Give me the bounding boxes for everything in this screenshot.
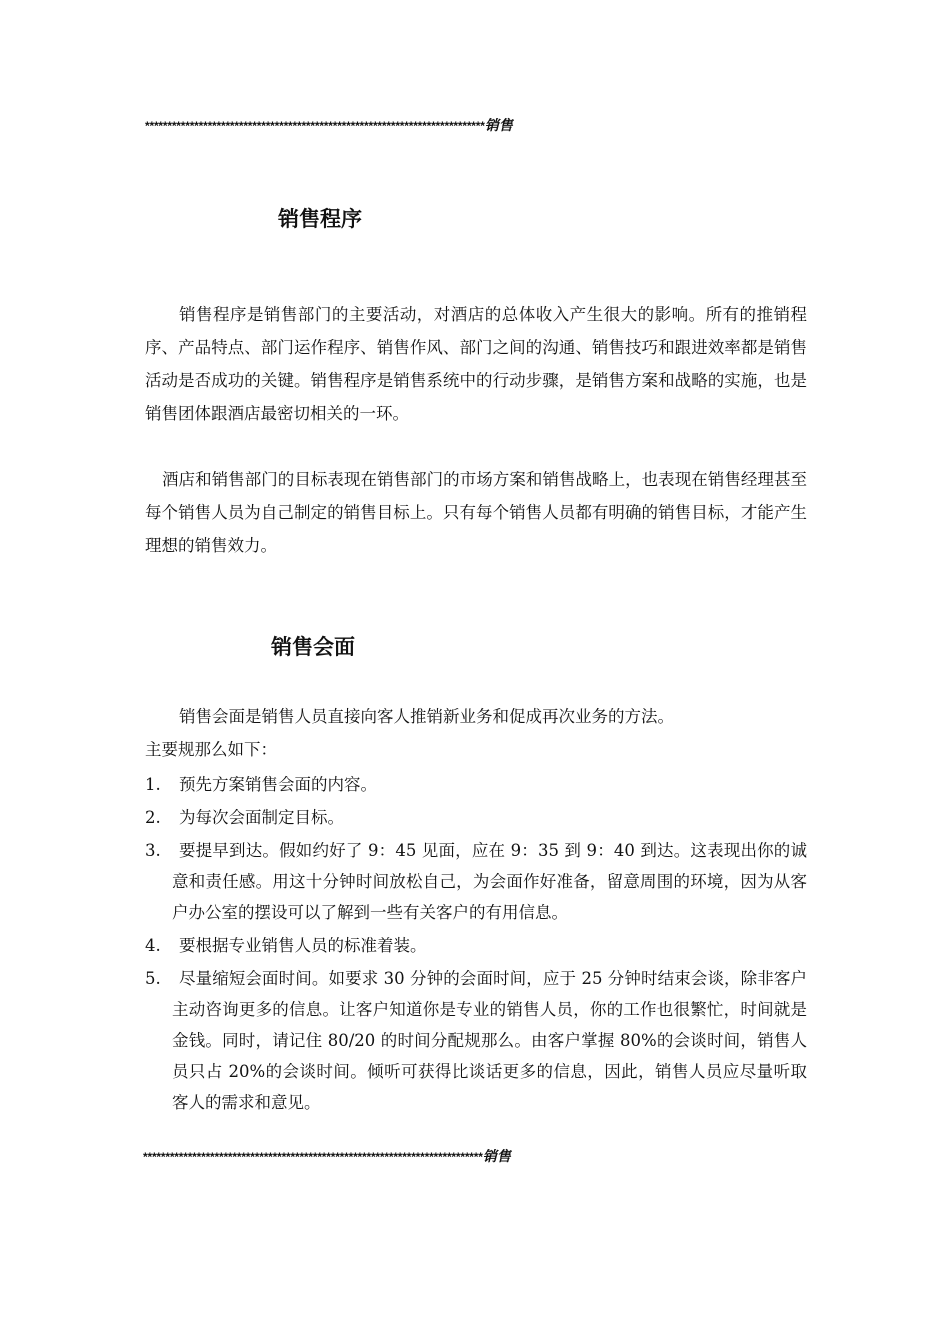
list-item-text: 要根据专业销售人员的标准着装。 — [179, 936, 427, 955]
list-item-number: 2. — [145, 808, 161, 827]
section-title-sales-procedure: 销售程序 — [278, 207, 362, 231]
list-item — [145, 769, 807, 800]
rules-list — [145, 769, 807, 1120]
footer-tag: 销售 — [482, 1148, 511, 1164]
paragraph-sales-meeting-intro: 销售会面是销售人员直接向客人推销新业务和促成再次业务的方法。 — [179, 707, 674, 726]
footer-rule — [143, 1148, 793, 1165]
paragraph-sales-procedure-intro: 销售程序是销售部门的主要活动，对酒店的总体收入产生很大的影响。所有的推销程序、产品特点、部门运作程序、销售作风、部门之间的沟通、销售技巧和跟进效率都是销售活动是否成功的关键。销售程序是销售系统中的行动步骤，是销售方案和战略的实施，也是销售团体跟酒店最密切相关的一环。 — [145, 305, 807, 423]
list-item-number: 5. — [145, 969, 161, 988]
list-item — [145, 835, 807, 928]
section-title-sales-meeting: 销售会面 — [271, 635, 355, 659]
list-item-number: 4. — [145, 936, 161, 955]
list-item-text: 为每次会面制定目标。 — [179, 808, 344, 827]
list-item-number: 3. — [145, 841, 161, 860]
header-stars: **************************************************************************** — [145, 119, 485, 133]
list-item-number: 1. — [145, 775, 161, 794]
list-item — [145, 802, 807, 833]
list-item — [145, 930, 807, 961]
list-item — [145, 963, 807, 1118]
header-rule — [145, 117, 795, 134]
footer-stars: **************************************************************************** — [143, 1150, 483, 1164]
list-item-text: 尽量缩短会面时间。如要求 30 分钟的会面时间，应于 25 分钟时结束会谈，除非客户主动咨询更多的信息。让客户知道你是专业的销售人员，你的工作也很繁忙，时间就是金钱。同时，请记住 80/20 的时间分配规那么。由客户掌握 80%的会谈时间，销售人员只占 20%的会谈时间。倾听可获得比谈话更多的信息，因此，销售人员应尽量听取客人的需求和意见。 — [172, 969, 807, 1112]
paragraph-sales-goals: 酒店和销售部门的目标表现在销售部门的市场方案和销售战略上，也表现在销售经理甚至每个销售人员为自己制定的销售目标上。只有每个销售人员都有明确的销售目标，才能产生理想的销售效力。 — [145, 470, 807, 555]
list-item-text: 预先方案销售会面的内容。 — [179, 775, 377, 794]
rules-label: 主要规那么如下： — [145, 740, 277, 759]
header-tag: 销售 — [484, 117, 513, 133]
list-item-text: 要提早到达。假如约好了 9：45 见面，应在 9：35 到 9：40 到达。这表现出你的诚意和责任感。用这十分钟时间放松自己，为会面作好准备，留意周围的环境，因为从客户办公室的摆设可以了解到一些有关客户的有用信息。 — [172, 841, 807, 922]
